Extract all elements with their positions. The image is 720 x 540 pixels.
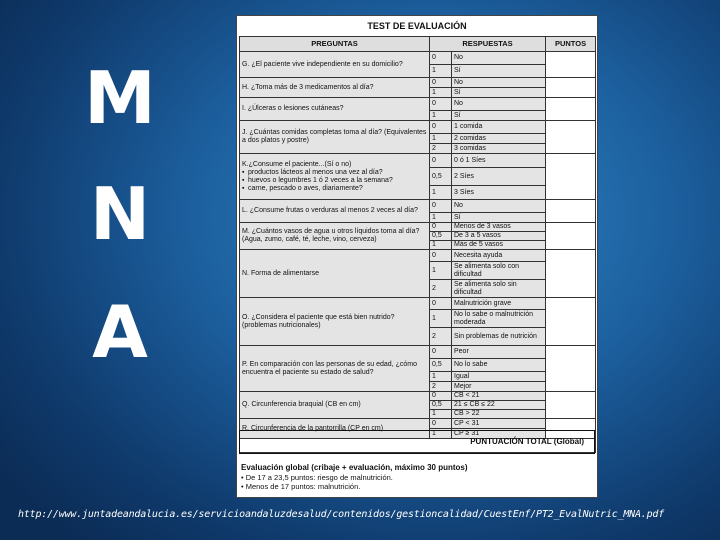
letter-n: N [89, 172, 151, 256]
option-score: 0,5 [430, 232, 452, 241]
option-score: 2 [430, 280, 452, 298]
option-answer: Se alimenta solo sin dificultad [452, 280, 546, 298]
question-cell [240, 298, 430, 346]
question-bullet: ▪ carne, pescado o aves, diariamente? [242, 185, 427, 193]
questions-table [239, 36, 596, 453]
question-text: I. ¿Úlceras o lesiones cutáneas? [242, 105, 344, 112]
option-score: 0 [430, 52, 452, 65]
question-cell [240, 346, 430, 392]
letter-m: M [84, 56, 156, 140]
option-score: 1 [430, 241, 452, 250]
table-row [240, 98, 596, 111]
question-text: P. En comparación con las personas de su edad, ¿cómo encuentra el paciente su estado de salud? [242, 360, 417, 376]
header-questions: PREGUNTAS [240, 37, 430, 52]
evaluation-title: Evaluación global (cribaje + evaluación, máximo 30 puntos) [241, 463, 468, 472]
option-score: 1 [430, 111, 452, 121]
source-url[interactable]: http://www.juntadeandalucia.es/servicioandaluzdesalud/contenidos/gestioncalidad/CuestEnf/PT2_EvalNutric_MNA.pdf [18, 509, 665, 520]
option-answer: 21 ≤ CB ≤ 22 [452, 401, 546, 410]
option-answer: Se alimenta solo con dificultad [452, 262, 546, 280]
evaluation-line-malnutrition: • Menos de 17 puntos: malnutrición. [241, 482, 361, 491]
question-cell [240, 52, 430, 78]
option-answer: CP ≥ 31 [452, 429, 546, 439]
option-answer: CB > 22 [452, 410, 546, 419]
table-row [240, 392, 596, 401]
table-row [240, 121, 596, 134]
letter-a: A [92, 290, 148, 374]
question-text: H. ¿Toma más de 3 medicamentos al día? [242, 83, 374, 91]
question-bullet: ▪ huevos o legumbres 1 ó 2 veces a la semana? [242, 177, 427, 185]
points-cell[interactable] [546, 98, 596, 121]
option-answer: Igual [452, 372, 546, 382]
points-cell[interactable] [546, 121, 596, 154]
table-row [240, 154, 596, 168]
option-answer: Sí [452, 111, 546, 121]
option-answer: CP < 31 [452, 419, 546, 429]
option-score: 0 [430, 298, 452, 310]
option-answer: Sí [452, 213, 546, 223]
points-cell[interactable] [546, 78, 596, 98]
option-score: 1 [430, 429, 452, 439]
points-cell[interactable] [546, 392, 596, 419]
option-score: 0,5 [430, 168, 452, 186]
global-evaluation [241, 463, 593, 492]
option-answer: Peor [452, 346, 546, 359]
option-score: 0 [430, 200, 452, 213]
option-answer: Sí [452, 65, 546, 78]
option-answer: 2 Síes [452, 168, 546, 186]
question-cell [240, 200, 430, 223]
option-score: 0 [430, 154, 452, 168]
points-cell[interactable] [546, 52, 596, 78]
points-cell[interactable] [546, 250, 596, 298]
question-text: J. ¿Cuántas comidas completas toma al día? (Equivalentes a dos platos y postre) [242, 129, 427, 144]
question-cell [240, 154, 430, 200]
option-score: 2 [430, 328, 452, 346]
option-score: 1 [430, 134, 452, 144]
option-answer: 0 ó 1 Síes [452, 154, 546, 168]
option-answer: No lo sabe o malnutrición moderada [452, 310, 546, 328]
question-cell [240, 98, 430, 121]
question-cell [240, 223, 430, 250]
table-row [240, 200, 596, 213]
question-cell [240, 121, 430, 154]
option-answer: Necesita ayuda [452, 250, 546, 262]
option-answer: De 3 a 5 vasos [452, 232, 546, 241]
option-score: 1 [430, 262, 452, 280]
points-cell[interactable] [546, 346, 596, 392]
header-points: PUNTOS [546, 37, 596, 52]
option-score: 0 [430, 78, 452, 88]
table-row [240, 250, 596, 262]
question-text: L. ¿Consume frutas o verduras al menos 2 veces al día? [242, 207, 418, 214]
option-answer: CB < 21 [452, 392, 546, 401]
option-score: 0 [430, 346, 452, 359]
option-score: 0 [430, 98, 452, 111]
question-text: R. Circunferencia de la pantorrilla (CP en cm) [242, 424, 384, 432]
question-cell [240, 392, 430, 419]
option-score: 1 [430, 310, 452, 328]
option-score: 1 [430, 213, 452, 223]
option-answer: No [452, 200, 546, 213]
points-cell[interactable] [546, 298, 596, 346]
table-header-row [240, 37, 596, 52]
header-answers: RESPUESTAS [430, 37, 546, 52]
option-score: 0 [430, 250, 452, 262]
question-bullet: ▪ productos lácteos al menos una vez al día? [242, 169, 427, 177]
option-answer: Sin problemas de nutrición [452, 328, 546, 346]
table-row [240, 419, 596, 429]
table-row [240, 78, 596, 88]
points-cell[interactable] [546, 223, 596, 250]
option-answer: 3 comidas [452, 144, 546, 154]
option-score: 1 [430, 186, 452, 200]
table-row [240, 223, 596, 232]
option-answer: Menos de 3 vasos [452, 223, 546, 232]
points-cell[interactable] [546, 200, 596, 223]
option-answer: Mejor [452, 382, 546, 392]
option-score: 0 [430, 223, 452, 232]
question-cell [240, 78, 430, 98]
option-answer: 1 comida [452, 121, 546, 134]
evaluation-line-risk: • De 17 a 23,5 puntos: riesgo de malnutrición. [241, 472, 393, 482]
option-score: 0,5 [430, 401, 452, 410]
option-answer: No [452, 78, 546, 88]
points-cell[interactable] [546, 154, 596, 200]
table-row [240, 52, 596, 65]
option-answer: No [452, 52, 546, 65]
question-text: Q. Circunferencia braquial (CB en cm) [242, 401, 361, 408]
option-answer: No [452, 98, 546, 111]
option-score: 2 [430, 382, 452, 392]
option-score: 1 [430, 410, 452, 419]
option-answer: No lo sabe [452, 359, 546, 372]
question-text: O. ¿Considera el paciente que está bien nutrido? (problemas nutricionales) [242, 313, 395, 329]
option-score: 0,5 [430, 359, 452, 372]
option-score: 1 [430, 88, 452, 98]
evaluation-document [236, 15, 598, 498]
option-score: 1 [430, 372, 452, 382]
option-answer: Malnutrición grave [452, 298, 546, 310]
option-score: 2 [430, 144, 452, 154]
table-row [240, 346, 596, 359]
question-text: K.¿Consume el paciente...(Sí o no) [242, 160, 352, 168]
option-score: 0 [430, 121, 452, 134]
question-text: N. Forma de alimentarse [242, 269, 320, 277]
option-score: 1 [430, 65, 452, 78]
question-text: M. ¿Cuántos vasos de agua u otros líquidos toma al día? (Agua, zumo, café, té, leche, vino, cerveza) [242, 228, 420, 243]
question-text: G. ¿El paciente vive independiente en su domicilio? [242, 60, 403, 68]
question-cell [240, 250, 430, 298]
document-title: TEST DE EVALUACIÓN [367, 21, 467, 31]
total-score-row: PUNTUACIÓN TOTAL (Global) [239, 430, 595, 454]
option-answer: 2 comidas [452, 134, 546, 144]
option-score: 0 [430, 392, 452, 401]
option-score: 0 [430, 419, 452, 429]
option-answer: Más de 5 vasos [452, 241, 546, 250]
table-row [240, 298, 596, 310]
option-answer: Sí [452, 88, 546, 98]
option-answer: 3 Síes [452, 186, 546, 200]
